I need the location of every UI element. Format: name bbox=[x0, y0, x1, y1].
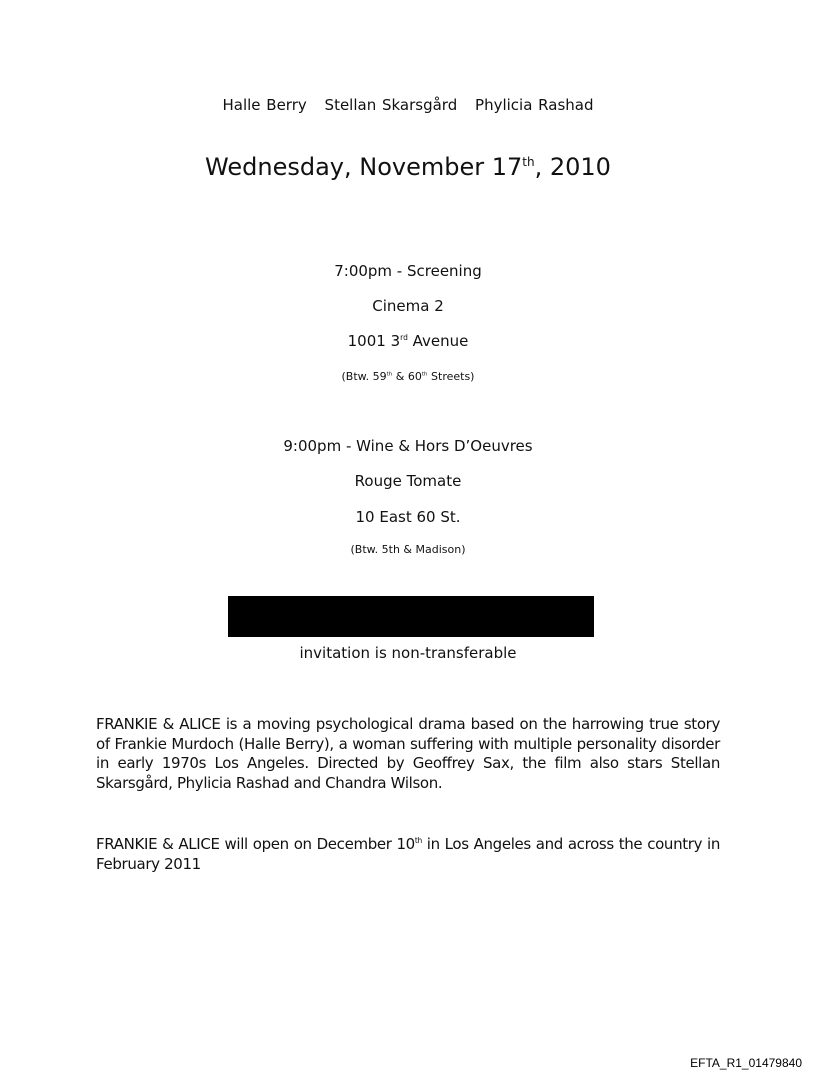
invitation-note: invitation is non-transferable bbox=[299, 644, 517, 662]
release-info: FRANKIE & ALICE will open on December 10th in Los Angeles and across the country in February 2011 bbox=[96, 835, 720, 873]
reception-address: 10 East 60 St. bbox=[355, 508, 461, 526]
screening-cross-streets: (Btw. 59th & 60th Streets) bbox=[341, 370, 475, 383]
screening-time: 7:00pm - Screening bbox=[334, 262, 482, 280]
screening-venue: Cinema 2 bbox=[372, 297, 444, 315]
reception-time: 9:00pm - Wine & Hors D’Oeuvres bbox=[283, 437, 533, 455]
screening-address: 1001 3rd Avenue bbox=[347, 332, 469, 350]
cast-member: Phylicia Rashad bbox=[475, 96, 594, 114]
film-description: FRANKIE & ALICE is a moving psychological drama based on the harrowing true story of Frankie Murdoch (Halle Berry), a woman suffering with multiple personality disorder in early 1970s Los Angeles. Directed by Geoffrey Sax, the film also stars Stellan Skarsgård, Phylicia Rashad and Chandra Wilson. bbox=[96, 715, 720, 792]
cast-member: Halle Berry bbox=[222, 96, 307, 114]
document-id: EFTA_R1_01479840 bbox=[690, 1056, 802, 1070]
event-date: Wednesday, November 17th, 2010 bbox=[205, 153, 611, 181]
redaction-bar bbox=[228, 596, 594, 637]
cast-list bbox=[0, 96, 816, 114]
reception-venue: Rouge Tomate bbox=[354, 472, 462, 490]
cast-member: Stellan Skarsgård bbox=[324, 96, 458, 114]
reception-cross-streets: (Btw. 5th & Madison) bbox=[350, 543, 466, 556]
